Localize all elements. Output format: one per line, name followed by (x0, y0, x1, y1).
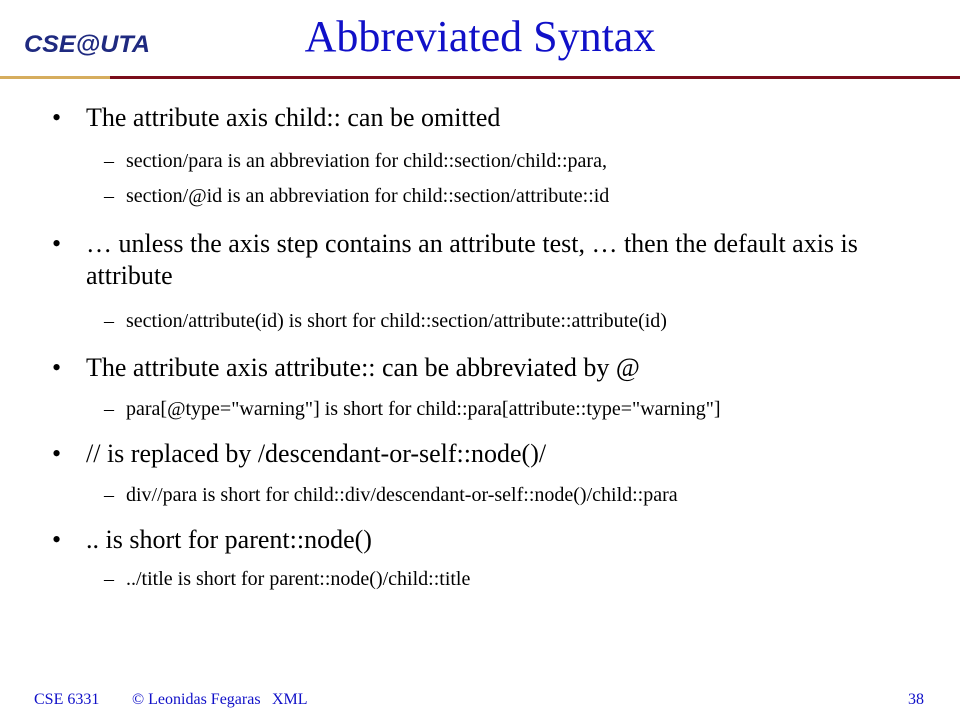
footer-author: © Leonidas Fegaras (132, 691, 261, 708)
bullet-marker: • (52, 103, 62, 132)
footer-topic: XML (272, 691, 308, 708)
bullet-text: .. is short for parent::node() (86, 525, 372, 554)
bullet-marker: • (52, 525, 62, 554)
sub-text: div//para is short for child::div/descendant-or-self::node()/child::para (126, 484, 678, 506)
sub-text: para[@type="warning"] is short for child::para[attribute::type="warning"] (126, 398, 721, 420)
bullet-text: … unless the axis step contains an attribute test, … then the default axis is attribute (86, 229, 858, 290)
sub-marker: – (104, 568, 114, 590)
sub-marker: – (104, 398, 114, 420)
bullet-text: The attribute axis child:: can be omitted (86, 103, 501, 132)
sub-text: section/para is an abbreviation for child::section/child::para, (126, 150, 607, 172)
sub-marker: – (104, 185, 114, 207)
slide-title: Abbreviated Syntax (304, 12, 656, 61)
sub-marker: – (104, 484, 114, 506)
sub-text: section/attribute(id) is short for child::section/attribute::attribute(id) (126, 310, 667, 332)
logo-text: CSE@UTA (24, 31, 150, 58)
bullet-marker: • (52, 439, 62, 468)
bullet-text: The attribute axis attribute:: can be abbreviated by @ (86, 353, 640, 382)
sub-marker: – (104, 150, 114, 172)
footer-page-number: 38 (908, 691, 924, 708)
bullet-marker: • (52, 229, 62, 258)
bullet-text: // is replaced by /descendant-or-self::node()/ (86, 439, 547, 468)
sub-marker: – (104, 310, 114, 332)
sub-text: section/@id is an abbreviation for child::section/attribute::id (126, 185, 610, 207)
sub-text: ../title is short for parent::node()/child::title (126, 568, 471, 590)
footer-course: CSE 6331 (34, 691, 100, 708)
bullet-marker: • (52, 353, 62, 382)
